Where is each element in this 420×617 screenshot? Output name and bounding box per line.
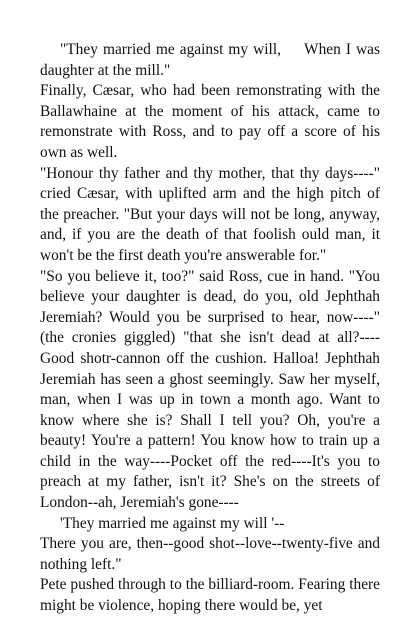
- paragraph-pete-pushed: Pete pushed through to the billiard-room. Fearing there might be violence, hoping there would be, yet: [40, 576, 380, 615]
- page-text: [40, 40, 380, 617]
- verse-line-2: 'They married me against my will '--: [60, 514, 285, 532]
- paragraph-honour-thy-father: "Honour thy father and thy mother, that thy days----" cried Cæsar, with uplifted arm and the high pitch of the preacher. "But your days will not be long, anyway, and, if you are the death of that foolish ould man, it won't be the first death you're answerable for.": [40, 164, 380, 264]
- paragraph-caesar-remonstrates: Finally, Cæsar, who had been remonstrating with the Ballawhaine at the moment of his attack, came to remonstrate with Ross, and to pay off a score of his own as well.: [40, 82, 380, 161]
- paragraph-there-you-are: There you are, then--good shot--love--twenty-five and nothing left.": [40, 535, 380, 573]
- verse-line-1: "They married me against my will, When I was daughter at the mill.": [40, 41, 380, 79]
- paragraph-ross-speech: "So you believe it, too?" said Ross, cue in hand. "You believe your daughter is dead, do you, old Jephthah Jeremiah? Would you be surprised to hear, now----" (the cronies giggled) "that she isn't dead at all?---- Good shotr-cannon off the cushion. Halloa! Jephthah Jeremiah has seen a ghost seemingly. Saw her myself, man, when I was up in town a month ago. Want to know where she is? Shall I tell you? Oh, you're a beauty! You're a pattern! You know how to train up a child in the way----Pocket off the red----It's you to preach at my father, isn't it? She's on the streets of London--ah, Jeremiah's gone----: [40, 267, 380, 512]
